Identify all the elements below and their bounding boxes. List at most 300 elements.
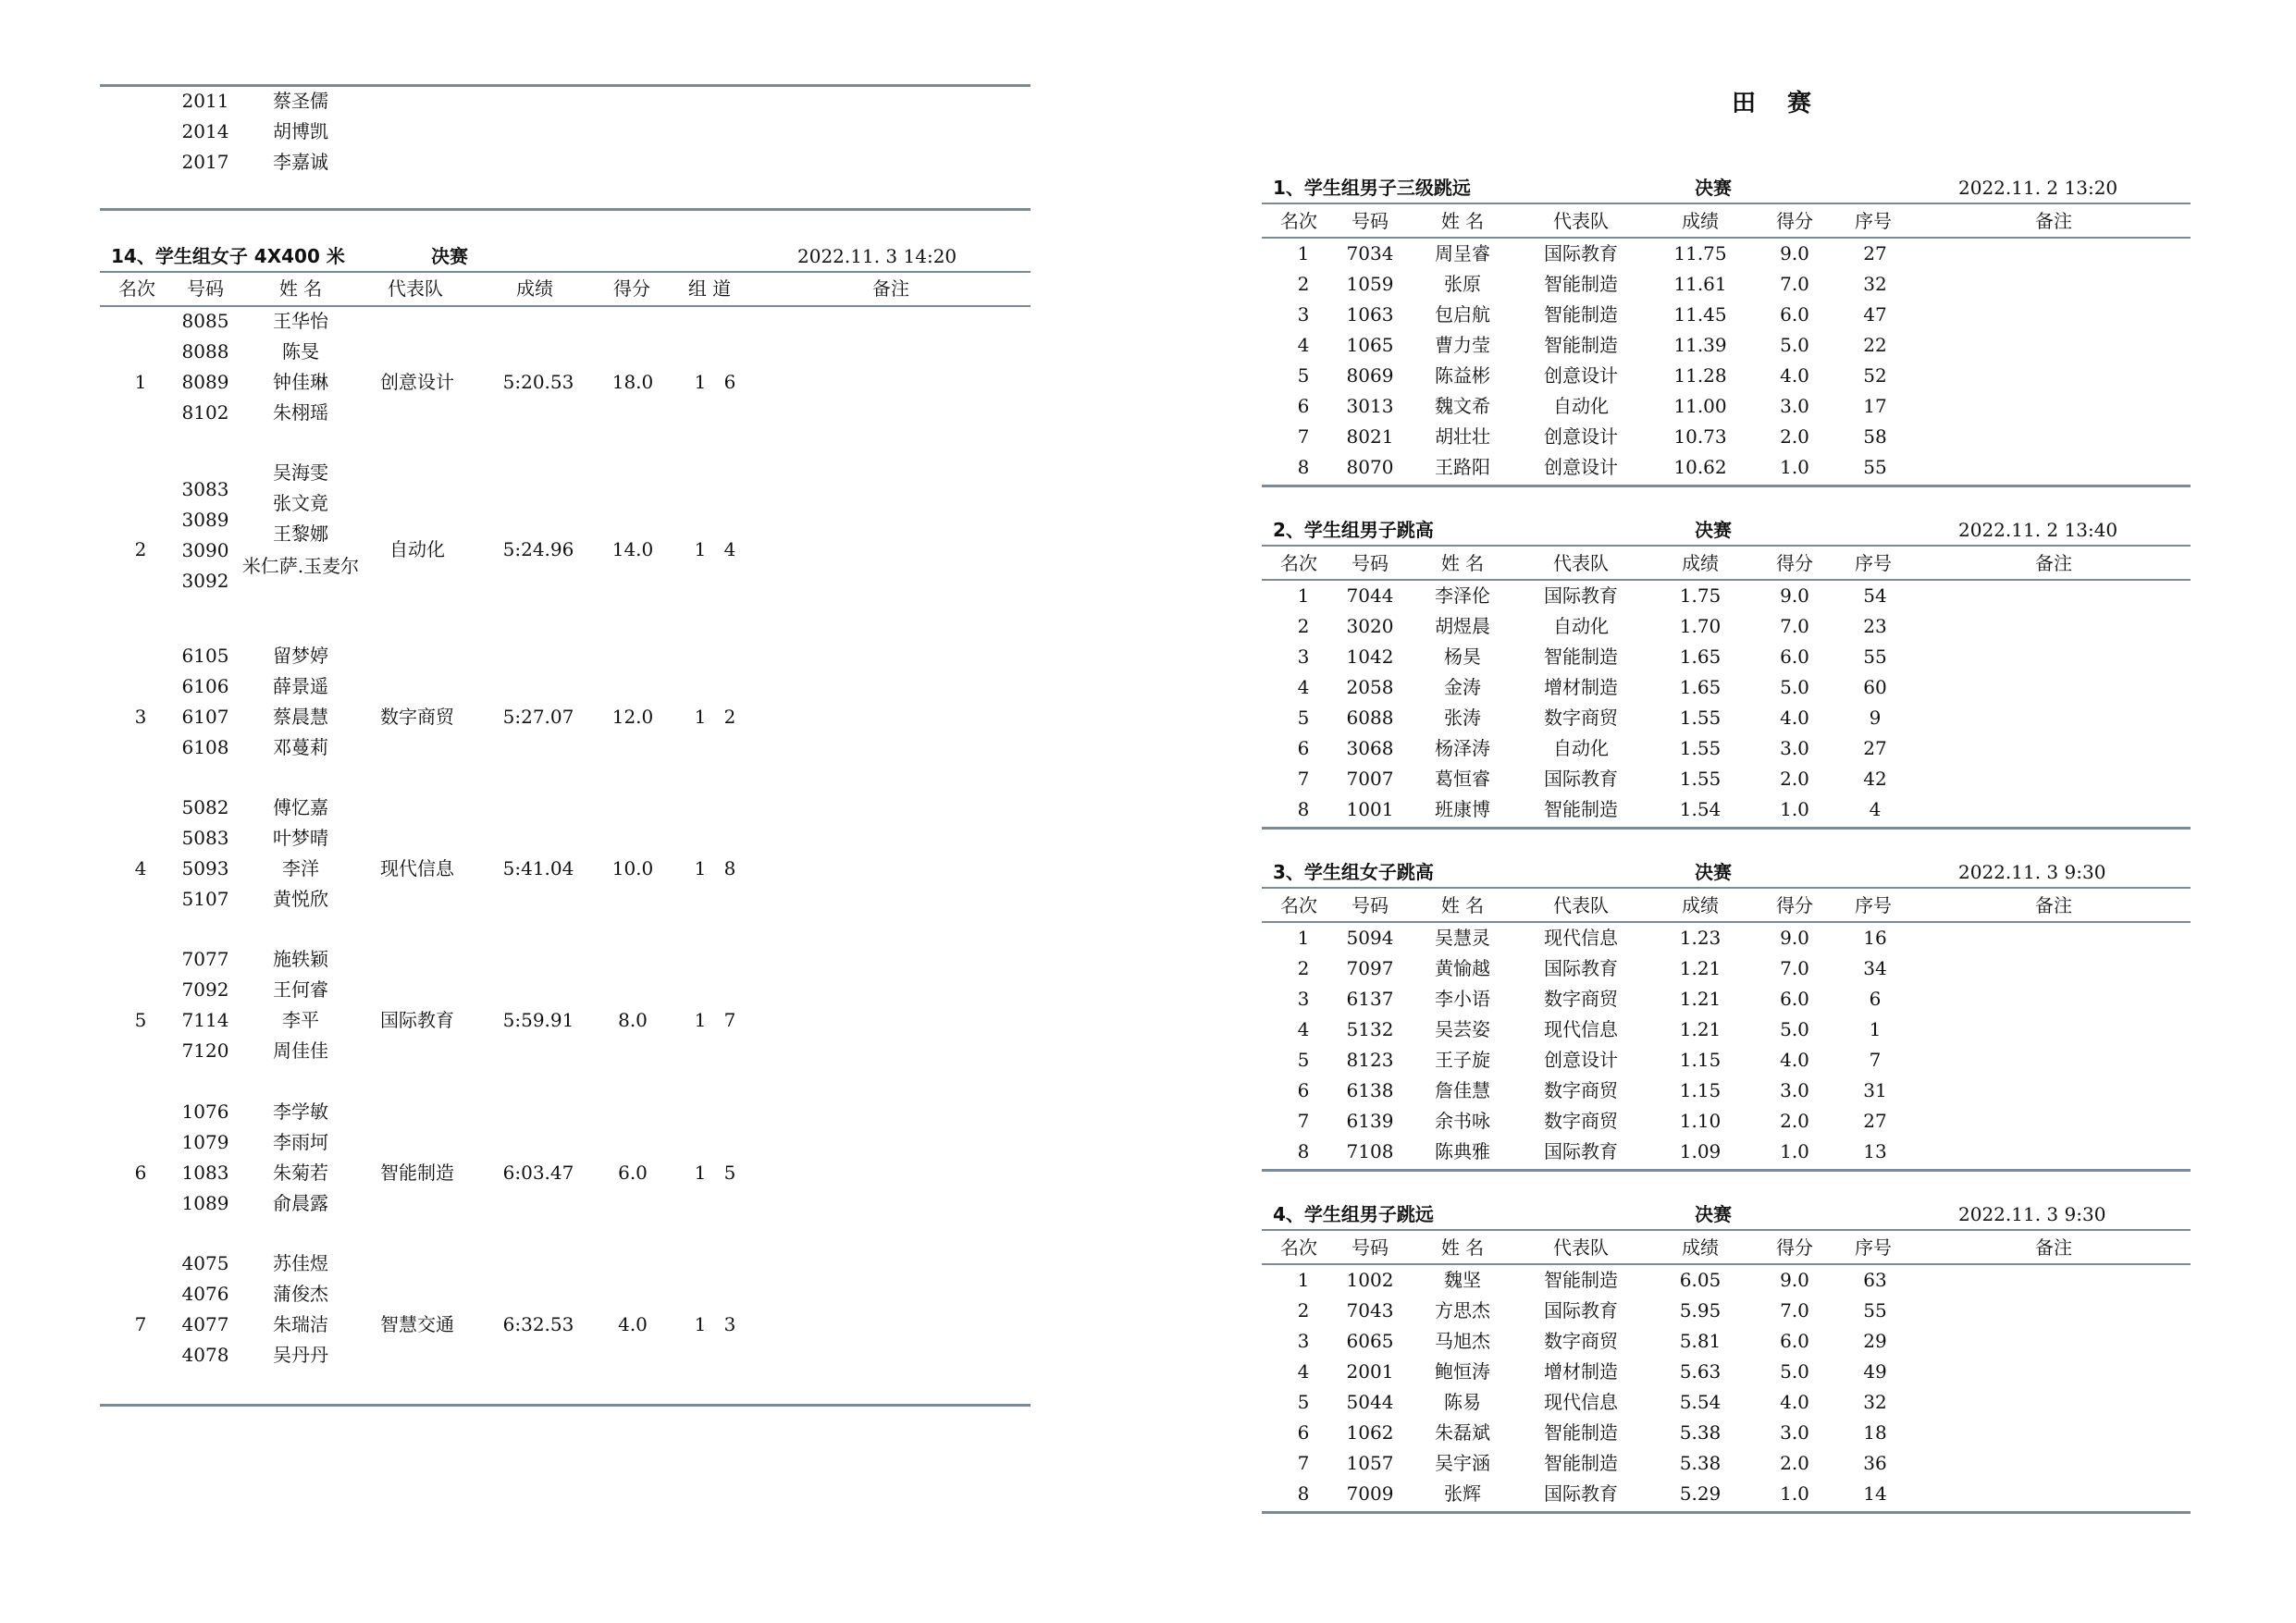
athlete-name: 杨泽涛 bbox=[1435, 737, 1490, 759]
team-name: 数字商贸 bbox=[1544, 707, 1618, 729]
athlete-number: 1062 bbox=[1346, 1421, 1394, 1444]
athlete-number: 3089 bbox=[181, 509, 229, 531]
athlete-name: 詹佳慧 bbox=[1435, 1079, 1490, 1101]
result: 1.55 bbox=[1679, 768, 1722, 790]
athlete-name: 陈旻 bbox=[282, 340, 319, 363]
result: 1.21 bbox=[1679, 988, 1722, 1010]
result: 1.65 bbox=[1679, 676, 1722, 698]
event-datetime: 2022.11. 2 13:20 bbox=[1958, 177, 2118, 199]
column-header: 序号 bbox=[1855, 1236, 1892, 1259]
bottom-rule bbox=[100, 1404, 1031, 1407]
rank: 2 bbox=[1297, 957, 1310, 979]
athlete-number: 1076 bbox=[181, 1100, 229, 1123]
team-name: 现代信息 bbox=[1544, 1391, 1618, 1413]
team-name: 国际教育 bbox=[1544, 1482, 1618, 1505]
rank: 8 bbox=[1297, 798, 1310, 820]
athlete-name: 蔡圣儒 bbox=[273, 90, 328, 112]
athlete-number: 2014 bbox=[181, 120, 229, 142]
team-name: 智慧交通 bbox=[380, 1313, 454, 1335]
team-name: 智能制造 bbox=[1544, 1452, 1618, 1474]
athlete-number: 1002 bbox=[1346, 1269, 1394, 1291]
athlete-name: 周呈睿 bbox=[1435, 242, 1490, 264]
team-name: 创意设计 bbox=[380, 371, 454, 393]
athlete-name: 李平 bbox=[282, 1009, 319, 1031]
athlete-name: 李学敏 bbox=[273, 1100, 328, 1123]
athlete-number: 2017 bbox=[181, 151, 229, 173]
athlete-number: 2058 bbox=[1346, 676, 1394, 698]
result: 5:20.53 bbox=[502, 371, 574, 393]
team-name: 创意设计 bbox=[1544, 425, 1618, 448]
column-header: 备注 bbox=[872, 277, 909, 300]
athlete-name: 陈易 bbox=[1444, 1391, 1481, 1413]
athlete-name: 王何睿 bbox=[273, 978, 328, 1001]
sequence: 55 bbox=[1863, 646, 1887, 668]
sequence: 60 bbox=[1863, 676, 1887, 698]
team-name: 智能制造 bbox=[1544, 273, 1618, 295]
team-name: 现代信息 bbox=[1544, 1018, 1618, 1040]
rank: 7 bbox=[1297, 425, 1310, 448]
sequence: 22 bbox=[1863, 334, 1887, 356]
result: 10.62 bbox=[1673, 456, 1727, 478]
sequence: 16 bbox=[1863, 927, 1887, 949]
column-header: 组 道 bbox=[687, 277, 732, 300]
score: 2.0 bbox=[1780, 1110, 1809, 1132]
sequence: 13 bbox=[1863, 1140, 1887, 1162]
result: 11.00 bbox=[1673, 395, 1727, 417]
athlete-number: 5082 bbox=[181, 796, 229, 818]
rank: 1 bbox=[1297, 242, 1310, 264]
result: 5.54 bbox=[1679, 1391, 1722, 1413]
athlete-name: 鲍恒涛 bbox=[1435, 1360, 1490, 1383]
column-header: 代表队 bbox=[1553, 210, 1609, 232]
athlete-number: 7043 bbox=[1346, 1299, 1394, 1322]
group: 1 bbox=[694, 371, 707, 393]
athlete-number: 1001 bbox=[1346, 798, 1394, 820]
column-header: 代表队 bbox=[388, 277, 443, 300]
header-bottom-rule bbox=[1262, 579, 2191, 581]
team-name: 智能制造 bbox=[1544, 334, 1618, 356]
event-title: 4、学生组男子跳远 bbox=[1273, 1203, 1434, 1225]
athlete-number: 8070 bbox=[1346, 456, 1394, 478]
score: 1.0 bbox=[1780, 798, 1809, 820]
column-header: 名次 bbox=[1280, 1236, 1317, 1259]
event-title: 3、学生组女子跳高 bbox=[1273, 861, 1434, 883]
score: 1.0 bbox=[1780, 456, 1809, 478]
athlete-number: 8021 bbox=[1346, 425, 1394, 448]
group: 1 bbox=[694, 706, 707, 728]
event-bottom-rule bbox=[1262, 1511, 2191, 1514]
header-top-rule bbox=[1262, 1229, 2191, 1231]
column-header: 得分 bbox=[613, 277, 650, 300]
athlete-number: 7092 bbox=[181, 978, 229, 1001]
athlete-name: 王路阳 bbox=[1435, 456, 1490, 478]
result: 11.39 bbox=[1673, 334, 1727, 356]
team-name: 现代信息 bbox=[1544, 927, 1618, 949]
rank: 1 bbox=[1297, 1269, 1310, 1291]
page-title: 田赛 bbox=[1732, 90, 1844, 117]
athlete-number: 7034 bbox=[1346, 242, 1394, 264]
team-name: 自动化 bbox=[1553, 395, 1609, 417]
header-bottom-rule bbox=[100, 305, 1031, 307]
athlete-name: 周佳佳 bbox=[273, 1039, 328, 1062]
athlete-name: 班康博 bbox=[1435, 798, 1490, 820]
athlete-number: 4078 bbox=[181, 1344, 229, 1366]
result: 1.10 bbox=[1679, 1110, 1722, 1132]
athlete-name: 朱瑞洁 bbox=[273, 1313, 328, 1335]
result: 1.65 bbox=[1679, 646, 1722, 668]
rank: 3 bbox=[134, 706, 147, 728]
athlete-number: 1083 bbox=[181, 1162, 229, 1184]
column-header: 成绩 bbox=[1682, 552, 1719, 574]
athlete-number: 6138 bbox=[1346, 1079, 1394, 1101]
score: 10.0 bbox=[611, 857, 654, 879]
sequence: 58 bbox=[1863, 425, 1887, 448]
athlete-number: 6139 bbox=[1346, 1110, 1394, 1132]
athlete-name: 王华怡 bbox=[273, 310, 328, 332]
athlete-number: 6107 bbox=[181, 706, 229, 728]
athlete-name: 魏文希 bbox=[1435, 395, 1490, 417]
athlete-name: 蔡晨慧 bbox=[273, 706, 328, 728]
sequence: 52 bbox=[1863, 364, 1887, 387]
section-rule bbox=[100, 208, 1031, 211]
athlete-name: 陈典雅 bbox=[1435, 1140, 1490, 1162]
group: 1 bbox=[694, 1313, 707, 1335]
result: 1.15 bbox=[1679, 1049, 1722, 1071]
result: 5.81 bbox=[1679, 1330, 1722, 1352]
rank: 1 bbox=[134, 371, 147, 393]
athlete-name: 吴慧灵 bbox=[1435, 927, 1490, 949]
rank: 3 bbox=[1297, 303, 1310, 326]
score: 5.0 bbox=[1780, 334, 1809, 356]
athlete-number: 1057 bbox=[1346, 1452, 1394, 1474]
result: 11.61 bbox=[1673, 273, 1727, 295]
score: 12.0 bbox=[611, 706, 654, 728]
athlete-number: 7044 bbox=[1346, 584, 1394, 607]
team-name: 国际教育 bbox=[1544, 242, 1618, 264]
athlete-number: 1065 bbox=[1346, 334, 1394, 356]
athlete-name: 魏坚 bbox=[1444, 1269, 1481, 1291]
athlete-number: 7114 bbox=[181, 1009, 229, 1031]
sequence: 54 bbox=[1863, 584, 1887, 607]
column-header: 备注 bbox=[2035, 552, 2072, 574]
athlete-number: 7108 bbox=[1346, 1140, 1394, 1162]
rank: 6 bbox=[1297, 1421, 1310, 1444]
athlete-number: 4077 bbox=[181, 1313, 229, 1335]
athlete-number: 3090 bbox=[181, 539, 229, 561]
result: 1.23 bbox=[1679, 927, 1722, 949]
result: 6:32.53 bbox=[502, 1313, 574, 1335]
result: 6:03.47 bbox=[502, 1162, 574, 1184]
team-name: 智能制造 bbox=[1544, 303, 1618, 326]
athlete-name: 吴海雯 bbox=[273, 461, 328, 484]
sequence: 55 bbox=[1863, 456, 1887, 478]
sequence: 14 bbox=[1863, 1482, 1887, 1505]
rank: 8 bbox=[1297, 456, 1310, 478]
result: 5:27.07 bbox=[502, 706, 574, 728]
athlete-name: 王黎娜 bbox=[273, 523, 328, 545]
athlete-name: 李嘉诚 bbox=[273, 151, 328, 173]
athlete-number: 3013 bbox=[1346, 395, 1394, 417]
result: 1.21 bbox=[1679, 1018, 1722, 1040]
column-header: 号码 bbox=[1352, 894, 1389, 916]
rank: 7 bbox=[1297, 1452, 1310, 1474]
event-datetime: 2022.11. 3 9:30 bbox=[1958, 1203, 2106, 1225]
athlete-name: 胡煜晨 bbox=[1435, 615, 1490, 637]
athlete-name: 蒲俊杰 bbox=[273, 1283, 328, 1305]
athlete-number: 2001 bbox=[1346, 1360, 1394, 1383]
team-name: 智能制造 bbox=[1544, 1269, 1618, 1291]
athlete-number: 5044 bbox=[1346, 1391, 1394, 1413]
rank: 7 bbox=[1297, 768, 1310, 790]
column-header: 序号 bbox=[1855, 552, 1892, 574]
result: 1.21 bbox=[1679, 957, 1722, 979]
sequence: 1 bbox=[1869, 1018, 1882, 1040]
sequence: 63 bbox=[1863, 1269, 1887, 1291]
sequence: 32 bbox=[1863, 273, 1887, 295]
athlete-name: 张文竟 bbox=[273, 492, 328, 514]
top-rule bbox=[100, 84, 1031, 87]
result: 1.15 bbox=[1679, 1079, 1722, 1101]
column-header: 备注 bbox=[2035, 210, 2072, 232]
athlete-number: 3083 bbox=[181, 478, 229, 500]
team-name: 国际教育 bbox=[1544, 584, 1618, 607]
sequence: 18 bbox=[1863, 1421, 1887, 1444]
event-stage: 决赛 bbox=[431, 245, 468, 267]
column-header: 备注 bbox=[2035, 894, 2072, 916]
result: 5.63 bbox=[1679, 1360, 1722, 1383]
group: 1 bbox=[694, 1162, 707, 1184]
score: 6.0 bbox=[1780, 646, 1809, 668]
athlete-number: 8089 bbox=[181, 371, 229, 393]
athlete-name: 傅忆嘉 bbox=[273, 796, 328, 818]
rank: 4 bbox=[134, 857, 147, 879]
sequence: 32 bbox=[1863, 1391, 1887, 1413]
athlete-name: 黄愉越 bbox=[1435, 957, 1490, 979]
athlete-number: 6065 bbox=[1346, 1330, 1394, 1352]
header-top-rule bbox=[1262, 545, 2191, 547]
team-name: 智能制造 bbox=[1544, 646, 1618, 668]
column-header: 得分 bbox=[1776, 1236, 1813, 1259]
athlete-name: 施轶颖 bbox=[273, 948, 328, 970]
score: 6.0 bbox=[1780, 1330, 1809, 1352]
column-header: 成绩 bbox=[516, 277, 553, 300]
event-bottom-rule bbox=[1262, 1169, 2191, 1172]
lane: 4 bbox=[723, 538, 736, 560]
athlete-name: 张涛 bbox=[1444, 707, 1481, 729]
score: 3.0 bbox=[1780, 1079, 1809, 1101]
rank: 4 bbox=[1297, 676, 1310, 698]
athlete-name: 胡博凯 bbox=[273, 120, 328, 142]
athlete-name: 包启航 bbox=[1435, 303, 1490, 326]
team-name: 自动化 bbox=[1553, 737, 1609, 759]
athlete-name: 俞晨露 bbox=[273, 1192, 328, 1214]
team-name: 国际教育 bbox=[1544, 1299, 1618, 1322]
sequence: 29 bbox=[1863, 1330, 1887, 1352]
result: 1.09 bbox=[1679, 1140, 1722, 1162]
rank: 5 bbox=[1297, 707, 1310, 729]
team-name: 数字商贸 bbox=[1544, 1079, 1618, 1101]
result: 1.70 bbox=[1679, 615, 1722, 637]
athlete-name: 张原 bbox=[1444, 273, 1481, 295]
athlete-number: 5094 bbox=[1346, 927, 1394, 949]
team-name: 自动化 bbox=[1553, 615, 1609, 637]
score: 6.0 bbox=[1780, 303, 1809, 326]
score: 2.0 bbox=[1780, 425, 1809, 448]
event-datetime: 2022.11. 2 13:40 bbox=[1958, 519, 2118, 541]
rank: 1 bbox=[1297, 584, 1310, 607]
athlete-number: 7009 bbox=[1346, 1482, 1394, 1505]
athlete-name: 吴宇涵 bbox=[1435, 1452, 1490, 1474]
column-header: 得分 bbox=[1776, 894, 1813, 916]
team-name: 增材制造 bbox=[1544, 1360, 1618, 1383]
score: 9.0 bbox=[1780, 927, 1809, 949]
rank: 6 bbox=[1297, 737, 1310, 759]
team-name: 创意设计 bbox=[1544, 456, 1618, 478]
team-name: 自动化 bbox=[389, 538, 445, 560]
result: 5.38 bbox=[1679, 1452, 1722, 1474]
event-stage: 决赛 bbox=[1695, 861, 1732, 883]
rank: 6 bbox=[134, 1162, 147, 1184]
athlete-name: 叶梦晴 bbox=[273, 827, 328, 849]
lane: 3 bbox=[723, 1313, 736, 1335]
event-bottom-rule bbox=[1262, 827, 2191, 830]
score: 6.0 bbox=[1780, 988, 1809, 1010]
score: 4.0 bbox=[1780, 364, 1809, 387]
event-stage: 决赛 bbox=[1695, 177, 1732, 199]
athlete-name: 苏佳煜 bbox=[273, 1252, 328, 1274]
score: 2.0 bbox=[1780, 1452, 1809, 1474]
column-header: 得分 bbox=[1776, 552, 1813, 574]
rank: 6 bbox=[1297, 1079, 1310, 1101]
sequence: 27 bbox=[1863, 242, 1887, 264]
athlete-name: 薛景遥 bbox=[273, 675, 328, 697]
event-title: 14、学生组女子 4X400 米 bbox=[111, 245, 345, 267]
athlete-number: 5093 bbox=[181, 857, 229, 879]
rank: 4 bbox=[1297, 1360, 1310, 1383]
result: 1.75 bbox=[1679, 584, 1722, 607]
athlete-number: 8085 bbox=[181, 310, 229, 332]
athlete-name: 吴丹丹 bbox=[273, 1344, 328, 1366]
rank: 2 bbox=[1297, 1299, 1310, 1322]
column-header: 姓 名 bbox=[1440, 1236, 1485, 1259]
lane: 7 bbox=[723, 1009, 736, 1031]
column-header: 成绩 bbox=[1682, 210, 1719, 232]
athlete-number: 8069 bbox=[1346, 364, 1394, 387]
rank: 5 bbox=[1297, 1049, 1310, 1071]
lane: 5 bbox=[723, 1162, 736, 1184]
score: 9.0 bbox=[1780, 1269, 1809, 1291]
group: 1 bbox=[694, 857, 707, 879]
rank: 7 bbox=[1297, 1110, 1310, 1132]
sequence: 27 bbox=[1863, 1110, 1887, 1132]
column-header: 成绩 bbox=[1682, 894, 1719, 916]
score: 7.0 bbox=[1780, 1299, 1809, 1322]
lane: 6 bbox=[723, 371, 736, 393]
group: 1 bbox=[694, 538, 707, 560]
team-name: 增材制造 bbox=[1544, 676, 1618, 698]
score: 1.0 bbox=[1780, 1482, 1809, 1505]
result: 6.05 bbox=[1679, 1269, 1722, 1291]
athlete-number: 5107 bbox=[181, 888, 229, 910]
score: 3.0 bbox=[1780, 395, 1809, 417]
column-header: 名次 bbox=[1280, 894, 1317, 916]
rank: 8 bbox=[1297, 1482, 1310, 1505]
rank: 3 bbox=[1297, 646, 1310, 668]
team-name: 国际教育 bbox=[1544, 1140, 1618, 1162]
team-name: 国际教育 bbox=[380, 1009, 454, 1031]
result: 1.55 bbox=[1679, 707, 1722, 729]
athlete-name: 米仁萨.玉麦尔 bbox=[241, 555, 360, 577]
rank: 1 bbox=[1297, 927, 1310, 949]
score: 7.0 bbox=[1780, 615, 1809, 637]
column-header: 号码 bbox=[187, 277, 224, 300]
team-name: 现代信息 bbox=[380, 857, 454, 879]
athlete-number: 1089 bbox=[181, 1192, 229, 1214]
athlete-name: 朱栩瑶 bbox=[273, 401, 328, 424]
athlete-number: 7120 bbox=[181, 1039, 229, 1062]
event-datetime: 2022.11. 3 14:20 bbox=[797, 245, 957, 267]
score: 14.0 bbox=[611, 538, 654, 560]
athlete-name: 曹力莹 bbox=[1435, 334, 1490, 356]
sequence: 34 bbox=[1863, 957, 1887, 979]
column-header: 备注 bbox=[2035, 1236, 2072, 1259]
athlete-number: 4076 bbox=[181, 1283, 229, 1305]
team-name: 国际教育 bbox=[1544, 768, 1618, 790]
sequence: 6 bbox=[1869, 988, 1882, 1010]
athlete-number: 7077 bbox=[181, 948, 229, 970]
event-stage: 决赛 bbox=[1695, 1203, 1732, 1225]
result: 1.55 bbox=[1679, 737, 1722, 759]
sequence: 36 bbox=[1863, 1452, 1887, 1474]
athlete-name: 邓蔓莉 bbox=[273, 736, 328, 758]
score: 5.0 bbox=[1780, 1018, 1809, 1040]
column-header: 成绩 bbox=[1682, 1236, 1719, 1259]
score: 4.0 bbox=[1780, 707, 1809, 729]
athlete-name: 吴芸姿 bbox=[1435, 1018, 1490, 1040]
athlete-name: 余书咏 bbox=[1435, 1110, 1490, 1132]
sequence: 47 bbox=[1863, 303, 1887, 326]
header-bottom-rule bbox=[1262, 1263, 2191, 1265]
athlete-number: 6108 bbox=[181, 736, 229, 758]
rank: 6 bbox=[1297, 395, 1310, 417]
sequence: 17 bbox=[1863, 395, 1887, 417]
rank: 4 bbox=[1297, 334, 1310, 356]
score: 6.0 bbox=[618, 1162, 648, 1184]
athlete-name: 方思杰 bbox=[1435, 1299, 1490, 1322]
column-header: 号码 bbox=[1352, 210, 1389, 232]
score: 2.0 bbox=[1780, 768, 1809, 790]
rank: 7 bbox=[134, 1313, 147, 1335]
column-header: 序号 bbox=[1855, 210, 1892, 232]
result: 5:24.96 bbox=[502, 538, 574, 560]
rank: 5 bbox=[1297, 1391, 1310, 1413]
score: 7.0 bbox=[1780, 273, 1809, 295]
athlete-number: 1063 bbox=[1346, 303, 1394, 326]
rank: 5 bbox=[134, 1009, 147, 1031]
column-header: 代表队 bbox=[1553, 1236, 1609, 1259]
team-name: 智能制造 bbox=[380, 1162, 454, 1184]
score: 4.0 bbox=[1780, 1391, 1809, 1413]
team-name: 国际教育 bbox=[1544, 957, 1618, 979]
athlete-name: 马旭杰 bbox=[1435, 1330, 1490, 1352]
athlete-number: 8102 bbox=[181, 401, 229, 424]
result: 5.38 bbox=[1679, 1421, 1722, 1444]
score: 4.0 bbox=[1780, 1049, 1809, 1071]
athlete-number: 7007 bbox=[1346, 768, 1394, 790]
group: 1 bbox=[694, 1009, 707, 1031]
athlete-number: 3092 bbox=[181, 570, 229, 592]
athlete-name: 朱菊若 bbox=[273, 1162, 328, 1184]
